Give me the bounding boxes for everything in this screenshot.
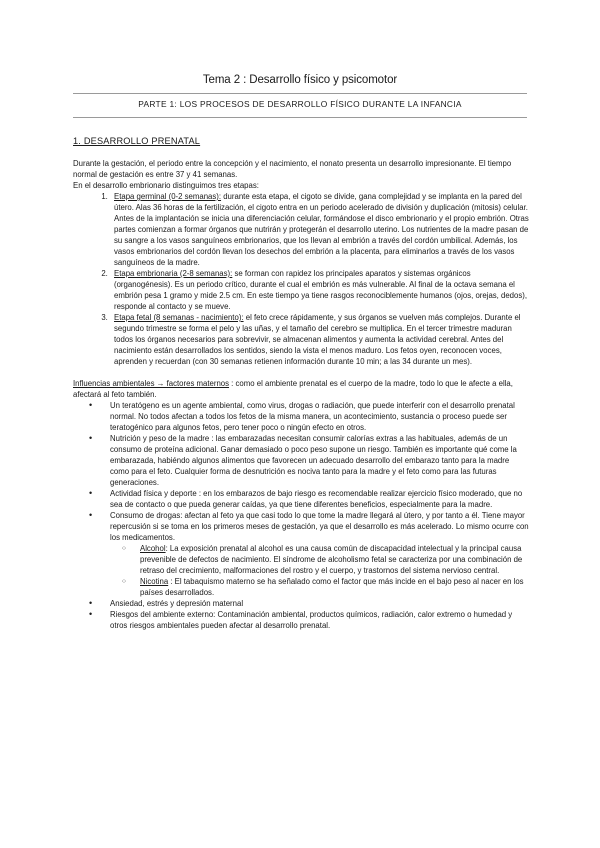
list-item: • Nutrición y peso de la madre : las embarazadas necesitan consumir calorías extras a las habituales, además de un consumo de proteína adicional. Ganar demasiado o poco peso supone un riesgo. También es importante qué come la embarazada, habiéndo algunos alimentos que favorecen un adecuado desarrollo del embarazo tanto para la madre como para el feto. Cualquier forma de desnutrición es nociva tanto para la madre y el feto como para las futuras generaciones. xyxy=(110,433,529,488)
list-item: • Un teratógeno es un agente ambiental, como virus, drogas o radiación, que puede interferir con el desarrollo prenatal normal. No todos afectan a todos los fetos de la misma manera, un acontecimiento, sustancia o proceso puede ser teratogénico para algunos fetos, pero tener poco o ningún efecto en otros. xyxy=(110,400,529,433)
influences-paragraph xyxy=(73,378,529,400)
document-title: Tema 2 : Desarrollo físico y psicomotor xyxy=(202,74,398,86)
stage-text: se forman con rapidez los principales aparatos y sistemas orgánicos (organogénesis). Es un periodo crítico, durante el cual el embrión es más vulnerable. Al final de la octava semana el embrión pesa 1 gramo y mide 2.5 cm. En este tiempo ya tiene rasgos reconociblemente humanos (ojos, orejas, dedos), responde al contacto y se mueve. xyxy=(114,269,528,311)
risks-list xyxy=(73,400,529,631)
paragraph-gap xyxy=(73,367,529,378)
stage-text: el feto crece rápidamente, y sus órganos se vuelven más complejos. Durante el segundo trimestre se forma el pelo y las uñas, y el tamaño del cerebro se multiplica. En el tercer trimestre maduran todos los órganos necesarios para sobrevivir, se almacenan alimentos y aumenta la actividad cerebral. Antes del nacimiento están desarrollados los sentidos, siendo la vista el menos maduro. Los fetos oyen, reconocen voces, aprenden y recuerdan (con 30 semanas retienen información durante 10 min; a las 34 durante un mes). xyxy=(114,313,521,366)
stage-label: Etapa embrionaria (2-8 semanas): xyxy=(114,269,233,278)
list-item xyxy=(110,312,529,367)
influences-label: Influencias ambientales → factores maternos xyxy=(73,379,230,388)
list-item xyxy=(110,191,529,268)
drugs-sublist xyxy=(110,543,529,598)
list-item xyxy=(140,576,529,598)
document-body xyxy=(73,158,529,631)
stages-list xyxy=(73,191,529,367)
stage-label: Etapa germinal (0-2 semanas): xyxy=(114,192,222,201)
intro-stages-paragraph: En el desarrollo embrionario distinguimos tres etapas: xyxy=(73,181,259,190)
nicotine-label: Nicotina xyxy=(140,577,169,586)
section-heading: 1. DESARROLLO PRENATAL xyxy=(73,136,201,146)
title-divider-top xyxy=(73,93,527,94)
title-divider-bottom xyxy=(73,117,527,118)
list-item: • Actividad física y deporte : en los embarazos de bajo riesgo es recomendable realizar ejercicio físico moderado, que no sea de contacto o que pueda generar caídas, ya que tiene diferentes beneficios, especialmente para la madre. xyxy=(110,488,529,510)
part-subtitle: PARTE 1: LOS PROCESOS DE DESARROLLO FÍSICO DURANTE LA INFANCIA xyxy=(138,99,462,109)
list-item xyxy=(110,268,529,312)
alcohol-text: : La exposición prenatal al alcohol es una causa común de discapacidad intelectual y la principal causa prevenible de defectos de nacimiento. El síndrome de alcoholismo fetal se caracteriza por una combinación de retraso del crecimiento, malformaciones del rostro y el cuerpo, y trastornos del sistema nervioso central. xyxy=(140,544,523,575)
influences-text: : como el ambiente prenatal es el cuerpo de la madre, todo lo que le afecte a ella, afectará al feto también. xyxy=(73,379,513,399)
list-item: • Ansiedad, estrés y depresión maternal xyxy=(110,598,529,609)
list-item xyxy=(110,510,529,598)
list-item xyxy=(140,543,529,576)
intro-paragraph: Durante la gestación, el periodo entre la concepción y el nacimiento, el nonato presenta un desarrollo impresionante. El tiempo normal de gestación es entre 37 y 41 semanas. xyxy=(73,159,512,179)
list-item: • Riesgos del ambiente externo: Contaminación ambiental, productos químicos, radiación, calor extremo o humedad y otros riesgos ambientales pueden afectar al desarrollo prenatal. xyxy=(110,609,529,631)
stage-text: durante esta etapa, el cigoto se divide, gana complejidad y se implanta en la pared del útero. Alas 36 horas de la fertilización, el cigoto entra en un periodo acelerado de división y duplicación (mitosis) celular. Antes de la implantación se inicia una diferenciación celular, formándose el disco embrionario y el propio embrión. Otras partes comienzan a formar órganos que nutrirán y protegerán el desarrollo uterino. Los nutrientes de la madre pasan de su sangre a los vasos sanguíneos embrionarios, que los llevan al embrión a través del cordón umbilical. Además, los vasos embrionarios del cordón llevan los desechos del embrión a la placenta, para eliminarlos a través de los vasos sanguíneos de la madre. xyxy=(114,192,529,267)
stage-label: Etapa fetal (8 semanas - nacimiento): xyxy=(114,313,244,322)
alcohol-label: Alcohol xyxy=(140,544,166,553)
nicotine-text: : El tabaquismo materno se ha señalado como el factor que más incide en el bajo peso al nacer en los países desarrollados. xyxy=(140,577,524,597)
drugs-text: Consumo de drogas: afectan al feto ya que casi todo lo que tome la madre llegará al útero, y por tanto a él. Tiene mayor repercusión si se toma en los primeros meses de gestación, ya que el desarrollo es más acelerado. Lo mismo ocurre con los medicamentos. xyxy=(110,511,529,542)
